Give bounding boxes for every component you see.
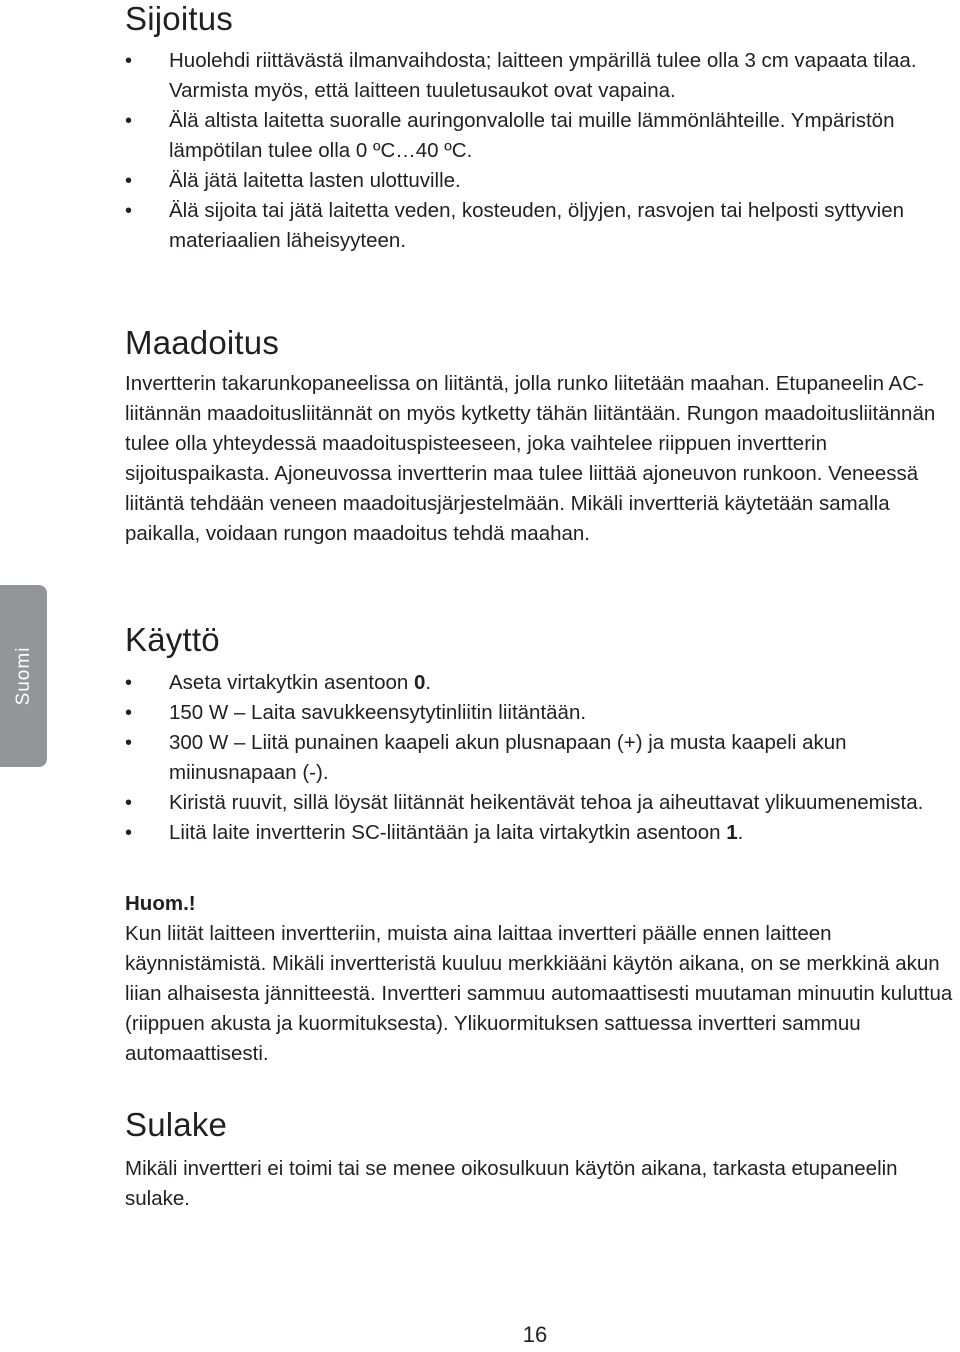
heading-maadoitus: Maadoitus xyxy=(125,324,280,361)
language-tab xyxy=(0,585,47,767)
bullet-icon: • xyxy=(125,822,133,844)
list-item: • 300 W – Liitä punainen kaapeli akun plusnapaan (+) ja musta kaapeli akun miinusnapaan (-). xyxy=(125,728,945,788)
heading-kaytto: Käyttö xyxy=(125,621,220,658)
heading-sijoitus: Sijoitus xyxy=(125,0,233,37)
note-title: Huom.! xyxy=(125,892,196,915)
list-item: • Älä jätä laitetta lasten ulottuville. xyxy=(125,166,945,196)
list-item: • Aseta virtakytkin asentoon 0. xyxy=(125,668,945,698)
list-sijoitus xyxy=(125,46,945,256)
paragraph-maadoitus: Invertterin takarunkopaneelissa on liitäntä, jolla runko liitetään maahan. Etupaneelin AC-liitännän maadoitusliitännät on myös kytketty tähän liitäntään. Rungon maadoitusliitännän tulee olla yhteydessä maadoituspisteeseen, joka vaihtelee riippuen invertterin sijoituspaikasta. Ajoneuvossa invertterin maa tulee liittää ajoneuvon runkoon. Veneessä liitäntä tehdään veneen maadoitusjärjestelmään. Mikäli invertteriä käytetään samalla paikalla, voidaan rungon maadoitus tehdä maahan. xyxy=(125,372,936,545)
bullet-icon: • xyxy=(125,702,133,724)
bullet-icon: • xyxy=(125,110,133,132)
paragraph-sulake: Mikäli invertteri ei toimi tai se menee oikosulkuun käytön aikana, tarkasta etupaneelin sulake. xyxy=(125,1157,898,1210)
heading-sulake: Sulake xyxy=(125,1106,228,1143)
list-item: • Älä altista laitetta suoralle auringonvalolle tai muille lämmönlähteille. Ympäristön lämpötilan tulee olla 0 ºC…40 ºC. xyxy=(125,106,945,166)
list-item: • Liitä laite invertterin SC-liitäntään ja laita virtakytkin asentoon 1. xyxy=(125,818,945,848)
bullet-icon: • xyxy=(125,732,133,754)
bullet-icon: • xyxy=(125,50,133,72)
bullet-icon: • xyxy=(125,200,133,222)
list-item: • 150 W – Laita savukkeensytytinliitin liitäntään. xyxy=(125,698,945,728)
list-kaytto xyxy=(125,668,945,848)
bullet-icon: • xyxy=(125,170,133,192)
list-item: • Älä sijoita tai jätä laitetta veden, kosteuden, öljyjen, rasvojen tai helposti syttyvien materiaalien läheisyyteen. xyxy=(125,196,945,256)
list-item: • Huolehdi riittävästä ilmanvaihdosta; laitteen ympärillä tulee olla 3 cm vapaata tilaa. Varmista myös, että laitteen tuuletusaukot ovat vapaina. xyxy=(125,46,945,106)
list-item: • Kiristä ruuvit, sillä löysät liitännät heikentävät tehoa ja aiheuttavat ylikuumenemista. xyxy=(125,788,945,818)
language-tab-label: Suomi xyxy=(12,646,34,706)
paragraph-note: Kun liität laitteen invertteriin, muista aina laittaa invertteri päälle ennen laitteen käynnistämistä. Mikäli invertteristä kuuluu merkkiääni käytön aikana, on se merkkinä akun liian alhaisesta jännitteestä. Invertteri sammuu automaattisesti muutaman minuutin kuluttua (riippuen akusta ja kuormituksesta). Ylikuormituksen sattuessa invertteri sammuu automaattisesti. xyxy=(125,922,953,1065)
bullet-icon: • xyxy=(125,792,133,814)
page-number: 16 xyxy=(522,1322,548,1347)
bullet-icon: • xyxy=(125,672,133,694)
